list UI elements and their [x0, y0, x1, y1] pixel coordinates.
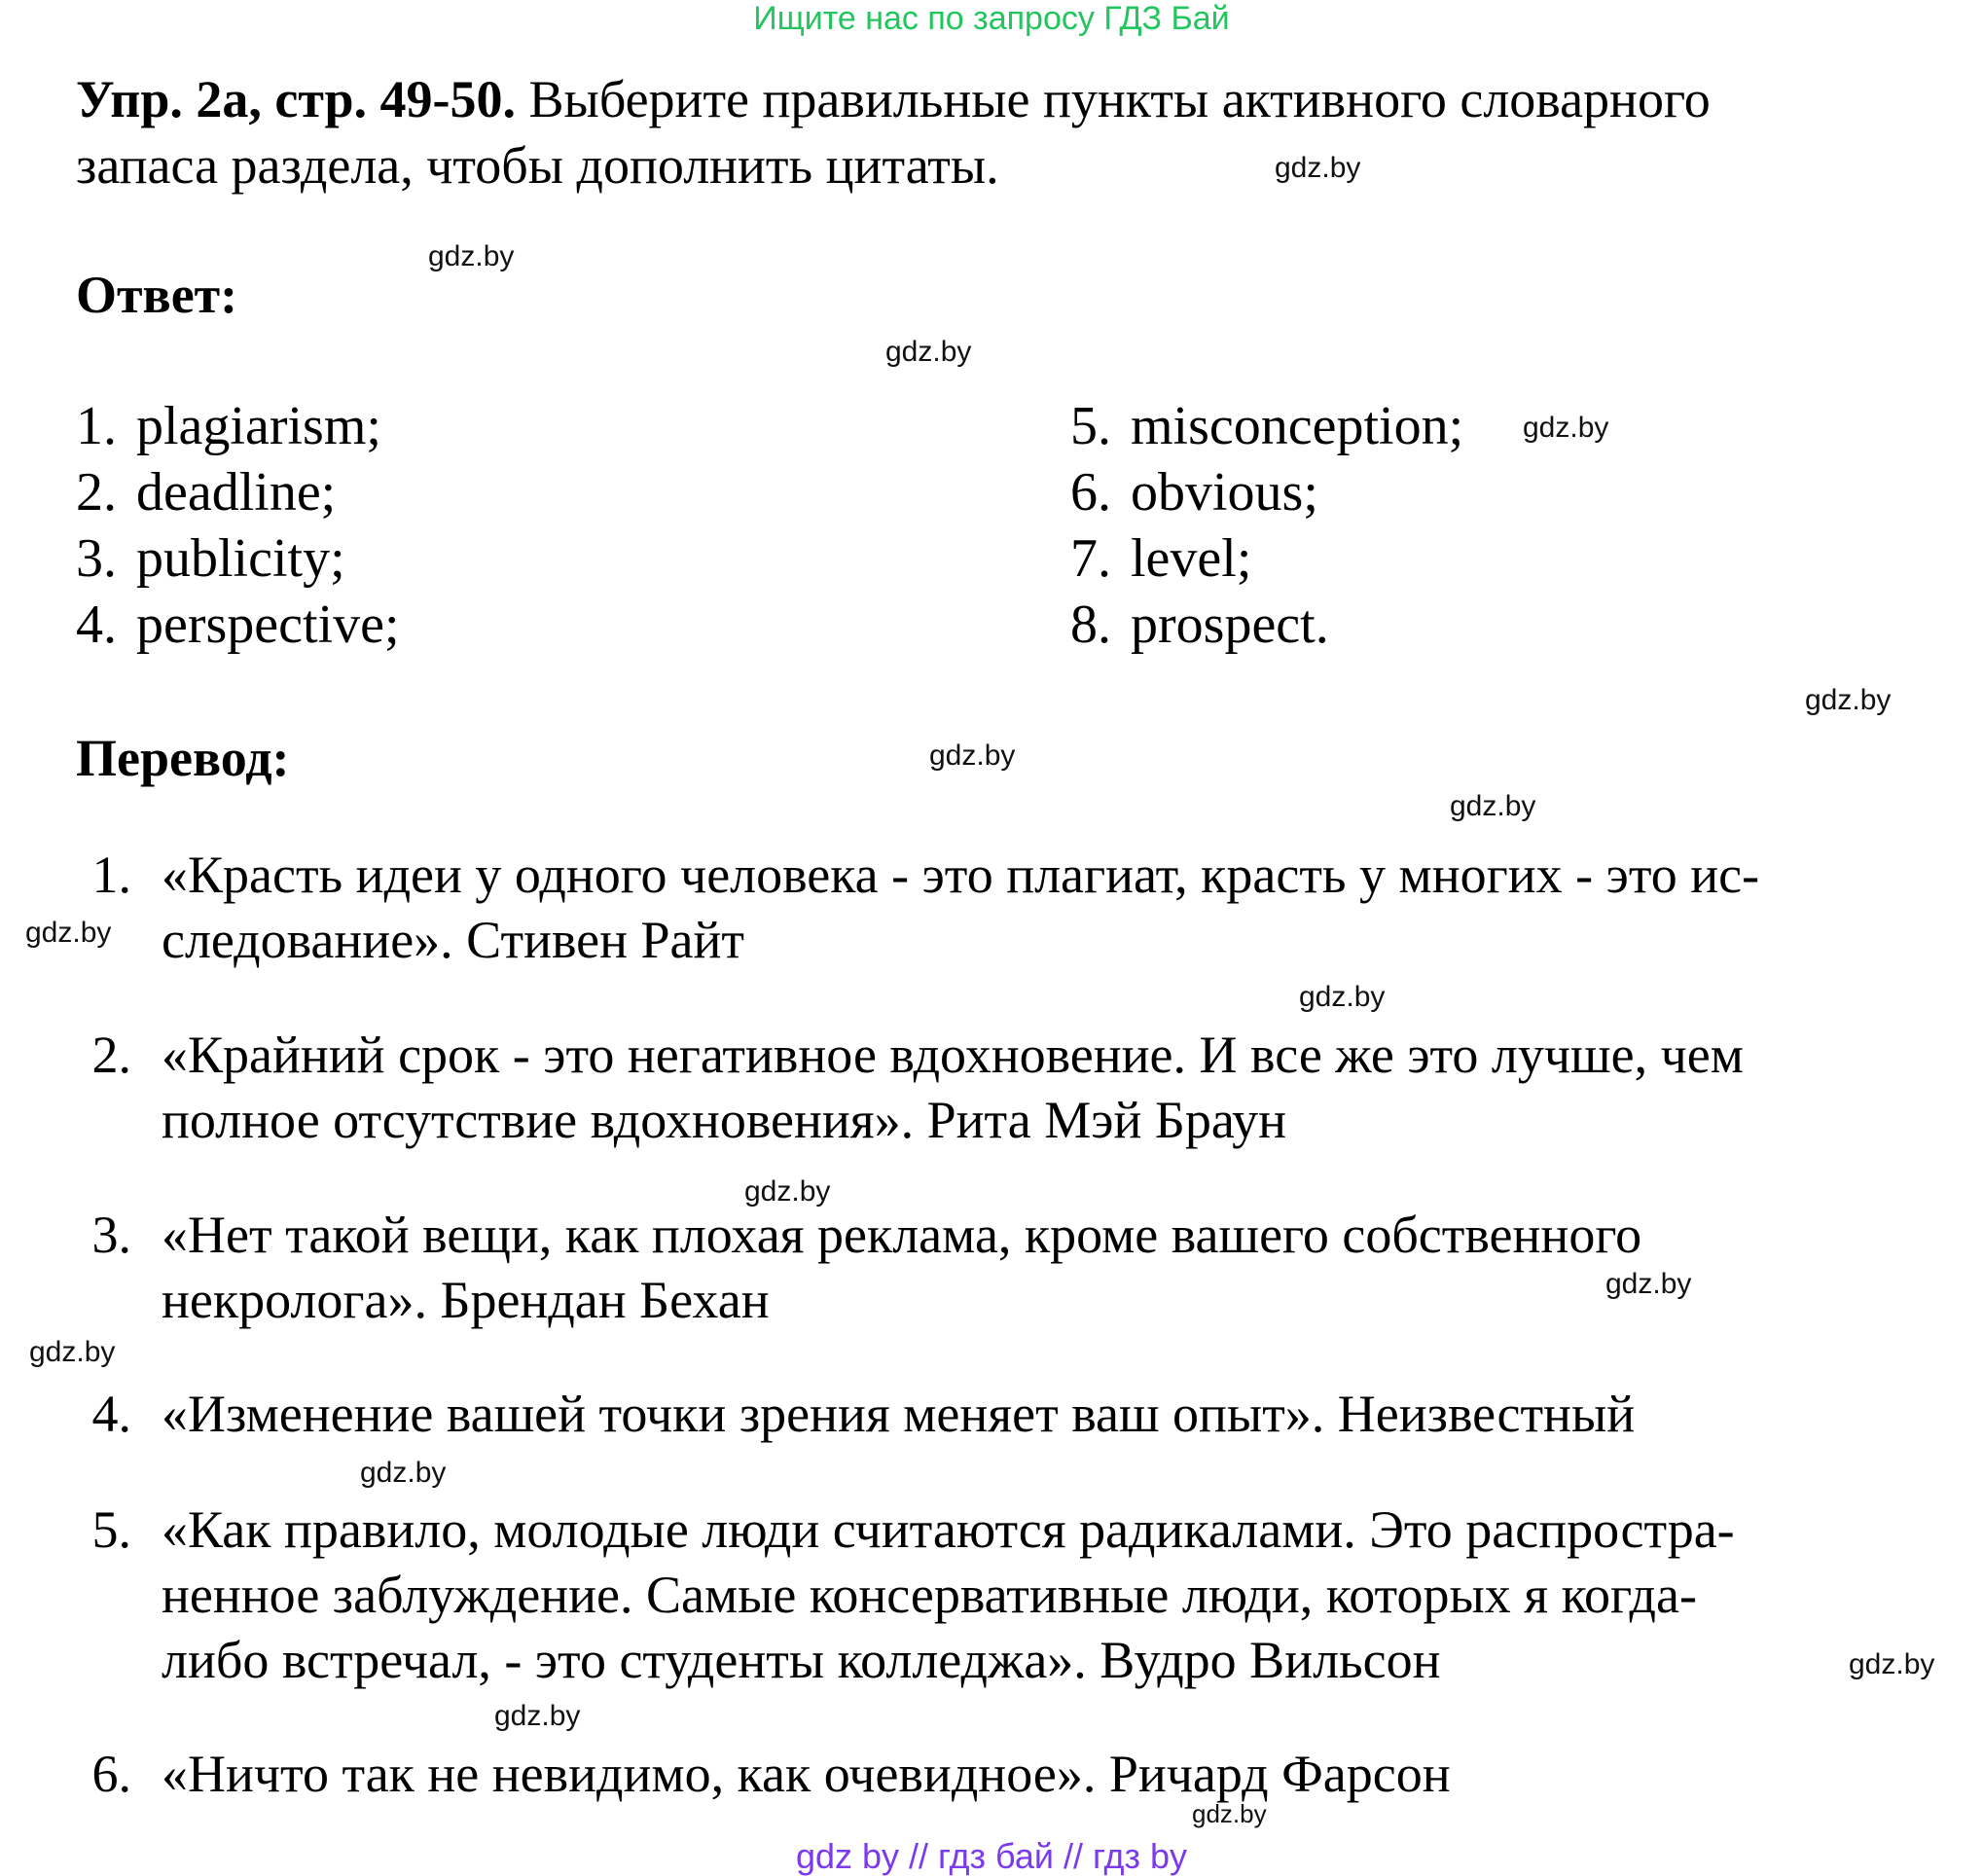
watermark: gdz.by	[1450, 790, 1536, 822]
exercise-text-line1: Выберите правильные пункты активного словарного	[516, 70, 1711, 128]
translation-line: некролога». Брендан Бехан	[162, 1271, 770, 1329]
watermark: gdz.by	[428, 240, 515, 272]
answer-word: level;	[1131, 528, 1252, 589]
answer-item-4: 4. perspective;	[76, 595, 400, 655]
watermark: gdz.by	[494, 1700, 581, 1732]
exercise-heading-line1	[76, 66, 1711, 132]
answer-word: prospect.	[1131, 595, 1329, 655]
answer-word: perspective;	[136, 595, 400, 655]
watermark: gdz.by	[25, 917, 112, 949]
answer-item-5: 5. misconception;	[1070, 396, 1464, 456]
answer-item-2: 2. deadline;	[76, 462, 337, 523]
watermark: gdz.by	[1849, 1648, 1935, 1680]
answer-word: obvious;	[1131, 462, 1318, 523]
watermark: gdz.by	[744, 1175, 831, 1208]
watermark: gdz.by	[885, 336, 972, 368]
watermark: gdz.by	[929, 740, 1016, 772]
answer-item-7: 7. level;	[1070, 528, 1252, 589]
watermark: gdz.by	[1805, 684, 1892, 716]
answer-item-6: 6. obvious;	[1070, 462, 1318, 523]
watermark: gdz.by	[1605, 1268, 1692, 1300]
translation-line: «Нет такой вещи, как плохая реклама, кроме вашего собственного	[162, 1206, 1642, 1264]
translation-line: «Изменение вашей точки зрения меняет ваш опыт». Неизвестный	[162, 1385, 1636, 1443]
watermark: gdz.by	[29, 1336, 116, 1368]
exercise-label: Упр. 2а, стр. 49-50.	[76, 70, 517, 128]
translation-title: Перевод:	[76, 729, 290, 787]
watermark: gdz.by	[1523, 412, 1609, 444]
exercise-text-line2: запаса раздела, чтобы дополнить цитаты.	[76, 136, 999, 195]
answer-word: plagiarism;	[136, 396, 381, 456]
answer-word: misconception;	[1131, 396, 1464, 456]
footer-links: gdz by // гдз бай // гдз by	[795, 1836, 1188, 1876]
translation-line: полное отсутствие вдохновения». Рита Мэй Браун	[162, 1091, 1286, 1149]
answer-item-3: 3. publicity;	[76, 528, 345, 589]
answer-item-8: 8. prospect.	[1070, 595, 1329, 655]
answer-item-1: 1. plagiarism;	[76, 396, 381, 456]
translation-line: «Ничто так не невидимо, как очевидное». Ричард Фарсон	[162, 1745, 1451, 1803]
answer-word: publicity;	[136, 528, 345, 589]
translation-number-5: 5.	[91, 1500, 131, 1559]
translation-line: либо встречал, - это студенты колледжа». Вудро Вильсон	[162, 1631, 1441, 1689]
translation-line: ненное заблуждение. Самые консервативные люди, которых я когда-	[162, 1566, 1697, 1624]
translation-number-2: 2.	[91, 1026, 131, 1084]
watermark: gdz.by	[360, 1457, 447, 1489]
translation-line: «Крайний срок - это негативное вдохновение. И все же это лучше, чем	[162, 1026, 1744, 1084]
translation-number-1: 1.	[91, 846, 131, 904]
translation-number-3: 3.	[91, 1206, 131, 1264]
watermark: gdz.by	[1299, 981, 1386, 1013]
answer-title: Ответ:	[76, 266, 238, 324]
watermark: gdz.by	[1275, 152, 1361, 184]
translation-line: следование». Стивен Райт	[162, 911, 745, 969]
answer-word: deadline;	[136, 462, 337, 523]
translation-line: «Как правило, молодые люди считаются радикалами. Это распростра-	[162, 1500, 1735, 1559]
top-banner: Ищите нас по запросу ГДЗ Бай	[753, 0, 1230, 37]
translation-number-4: 4.	[91, 1385, 131, 1443]
translation-line: «Красть идеи у одного человека - это плагиат, красть у многих - это ис-	[162, 846, 1760, 904]
watermark: gdz.by	[1192, 1799, 1267, 1828]
translation-number-6: 6.	[91, 1745, 131, 1803]
